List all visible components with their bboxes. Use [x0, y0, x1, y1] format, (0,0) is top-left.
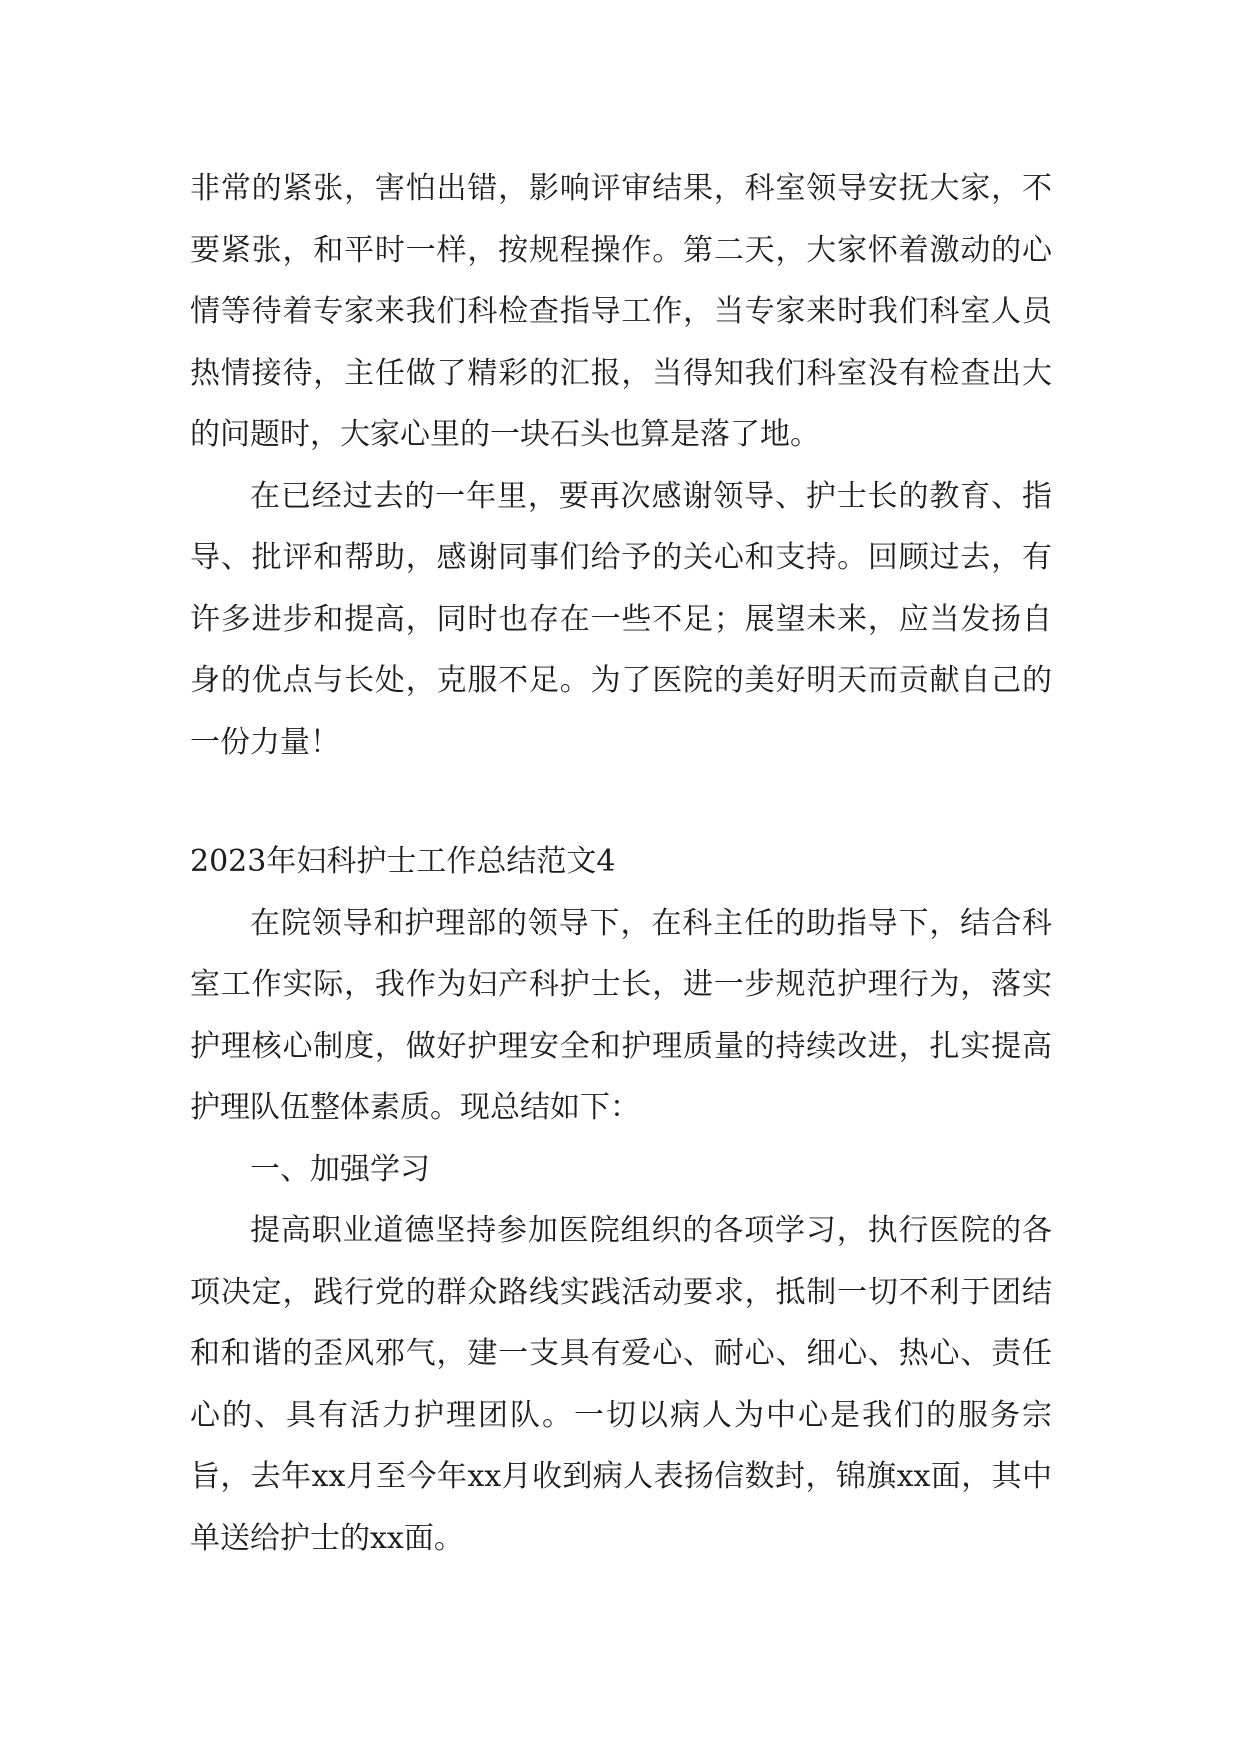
continued-paragraph: 非常的紧张，害怕出错，影响评审结果，科室领导安抚大家，不要紧张，和平时一样，按规程操作。第二天，大家怀着激动的心情等待着专家来我们科检查指导工作，当专家来时我们科室人员热情接待，主任做了精彩的汇报，当得知我们科室没有检查出大的问题时，大家心里的一块石头也算是落了地。 — [190, 171, 1052, 452]
closing-paragraph: 在已经过去的一年里，要再次感谢领导、护士长的教育、指导、批评和帮助，感谢同事们给予的关心和支持。回顾过去，有许多进步和提高，同时也存在一些不足；展望未来，应当发扬自身的优点与长处，克服不足。为了医院的美好明天而贡献自己的一份力量！ — [190, 478, 1052, 760]
section-title: 2023年妇科护士工作总结范文4 — [190, 844, 616, 879]
document-body — [190, 158, 1052, 1569]
subheading-study: 一、加强学习 — [250, 1151, 430, 1187]
intro-paragraph: 在院领导和护理部的领导下，在科主任的助指导下，结合科室工作实际，我作为妇产科护士长，进一步规范护理行为，落实护理核心制度，做好护理安全和护理质量的持续改进，扎实提高护理队伍整体素质。现总结如下： — [190, 905, 1052, 1125]
study-paragraph: 提高职业道德坚持参加医院组织的各项学习，执行医院的各项决定，践行党的群众路线实践活动要求，抵制一切不利于团结和和谐的歪风邪气，建一支具有爱心、耐心、细心、热心、责任心的、具有活力护理团队。一切以病人为中心是我们的服务宗旨，去年xx月至今年xx月收到病人表扬信数封，锦旗xx面，其中单送给护士的xx面。 — [190, 1213, 1052, 1556]
section-spacer — [190, 773, 1052, 831]
